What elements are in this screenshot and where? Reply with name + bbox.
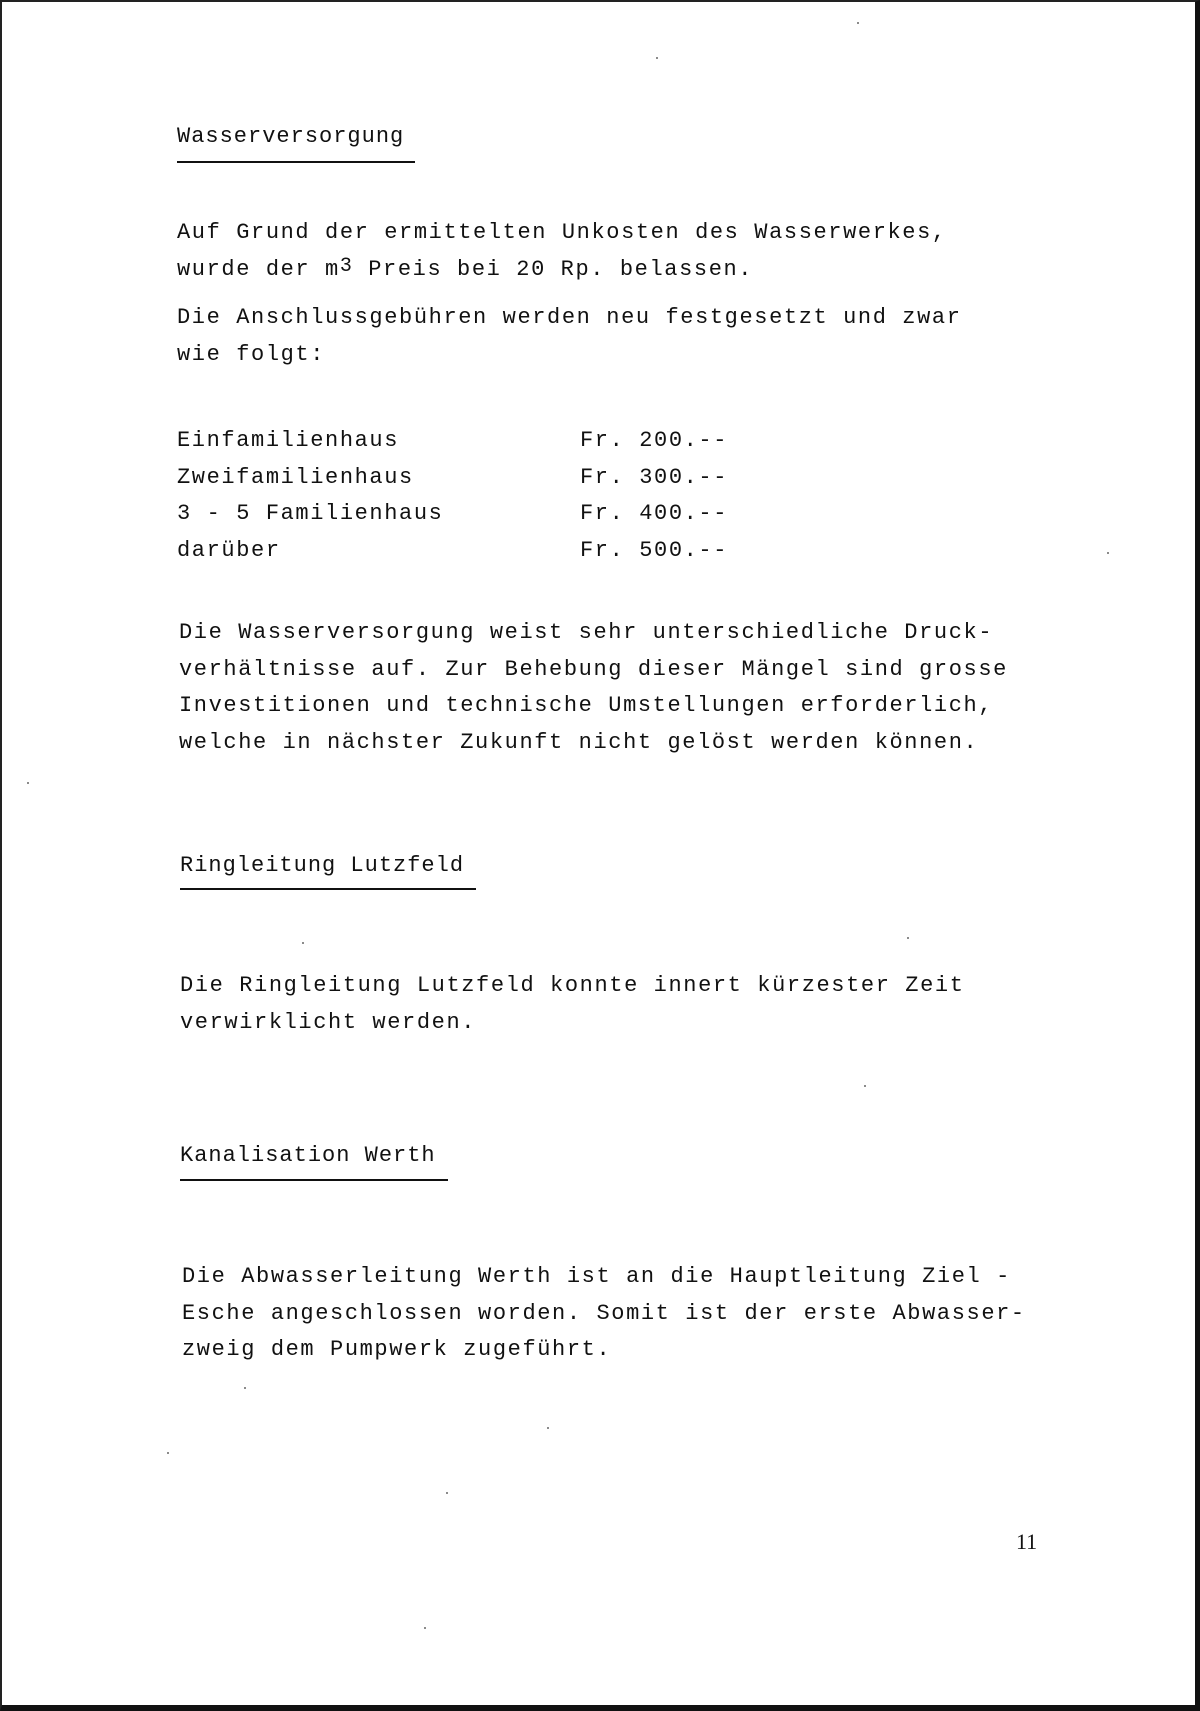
scan-speck [167, 1452, 169, 1454]
fee-label: 3 - 5 Familienhaus [177, 501, 444, 526]
scan-speck [27, 782, 29, 784]
text-line: wie folgt: [177, 341, 326, 367]
scan-speck [864, 1085, 866, 1087]
text-line: zweig dem Pumpwerk zugeführt. [182, 1337, 612, 1362]
heading-underline [180, 888, 476, 890]
paragraph-water-price [177, 215, 947, 289]
scan-speck [424, 1627, 426, 1629]
scan-speck [302, 942, 304, 944]
text-segment: Preis bei 20 Rp. belassen. [353, 256, 754, 282]
paragraph-kanalisation [182, 1259, 1026, 1369]
fee-label: Zweifamilienhaus [177, 464, 414, 490]
text-line: Esche angeschlossen worden. Somit ist der erste Abwasser- [182, 1300, 1026, 1326]
scan-speck [656, 57, 658, 59]
text-line: verhältnisse auf. Zur Behebung dieser Mängel sind grosse [179, 656, 1008, 682]
section-heading-ringleitung: Ringleitung Lutzfeld [180, 853, 465, 878]
page-number: 11 [1016, 1529, 1038, 1554]
fee-amount: Fr. 200.-- [580, 428, 729, 453]
scan-speck [446, 1492, 448, 1494]
paragraph-ringleitung [180, 968, 965, 1041]
scan-speck [907, 937, 909, 939]
scan-speck [547, 1427, 549, 1429]
scan-speck [857, 22, 859, 24]
heading-underline [180, 1179, 448, 1181]
text-line: Auf Grund der ermittelten Unkosten des Wasserwerkes, [177, 220, 947, 245]
fee-label: darüber [177, 537, 281, 563]
fee-amount: Fr. 300.-- [580, 464, 729, 490]
text-line: Die Abwasserleitung Werth ist an die Hauptleitung Ziel - [182, 1264, 1011, 1289]
text-line: Die Anschlussgebühren werden neu festgesetzt und zwar [177, 305, 962, 330]
superscript-exponent: 3 [339, 254, 354, 278]
fee-amount: Fr. 400.-- [580, 501, 729, 526]
text-line [177, 252, 947, 290]
fee-amount: Fr. 500.-- [580, 537, 729, 563]
fee-label: Einfamilienhaus [177, 428, 400, 453]
heading-underline [177, 161, 415, 163]
text-line: Die Ringleitung Lutzfeld konnte innert kürzester Zeit [180, 973, 965, 998]
text-line: verwirklicht werden. [180, 1009, 477, 1035]
paragraph-connection-fees [177, 300, 962, 373]
scan-speck [1107, 552, 1109, 554]
text-line: Investitionen und technische Umstellungen erforderlich, [179, 693, 994, 718]
paragraph-pressure [179, 615, 1008, 761]
scan-speck [244, 1387, 246, 1389]
section-heading-kanalisation: Kanalisation Werth [180, 1143, 436, 1168]
text-line: Die Wasserversorgung weist sehr unterschiedliche Druck- [179, 620, 994, 645]
section-heading-wasserversorgung: Wasserversorgung [177, 124, 405, 149]
text-segment: wurde der m [177, 256, 340, 282]
text-line: welche in nächster Zukunft nicht gelöst werden können. [179, 729, 979, 755]
